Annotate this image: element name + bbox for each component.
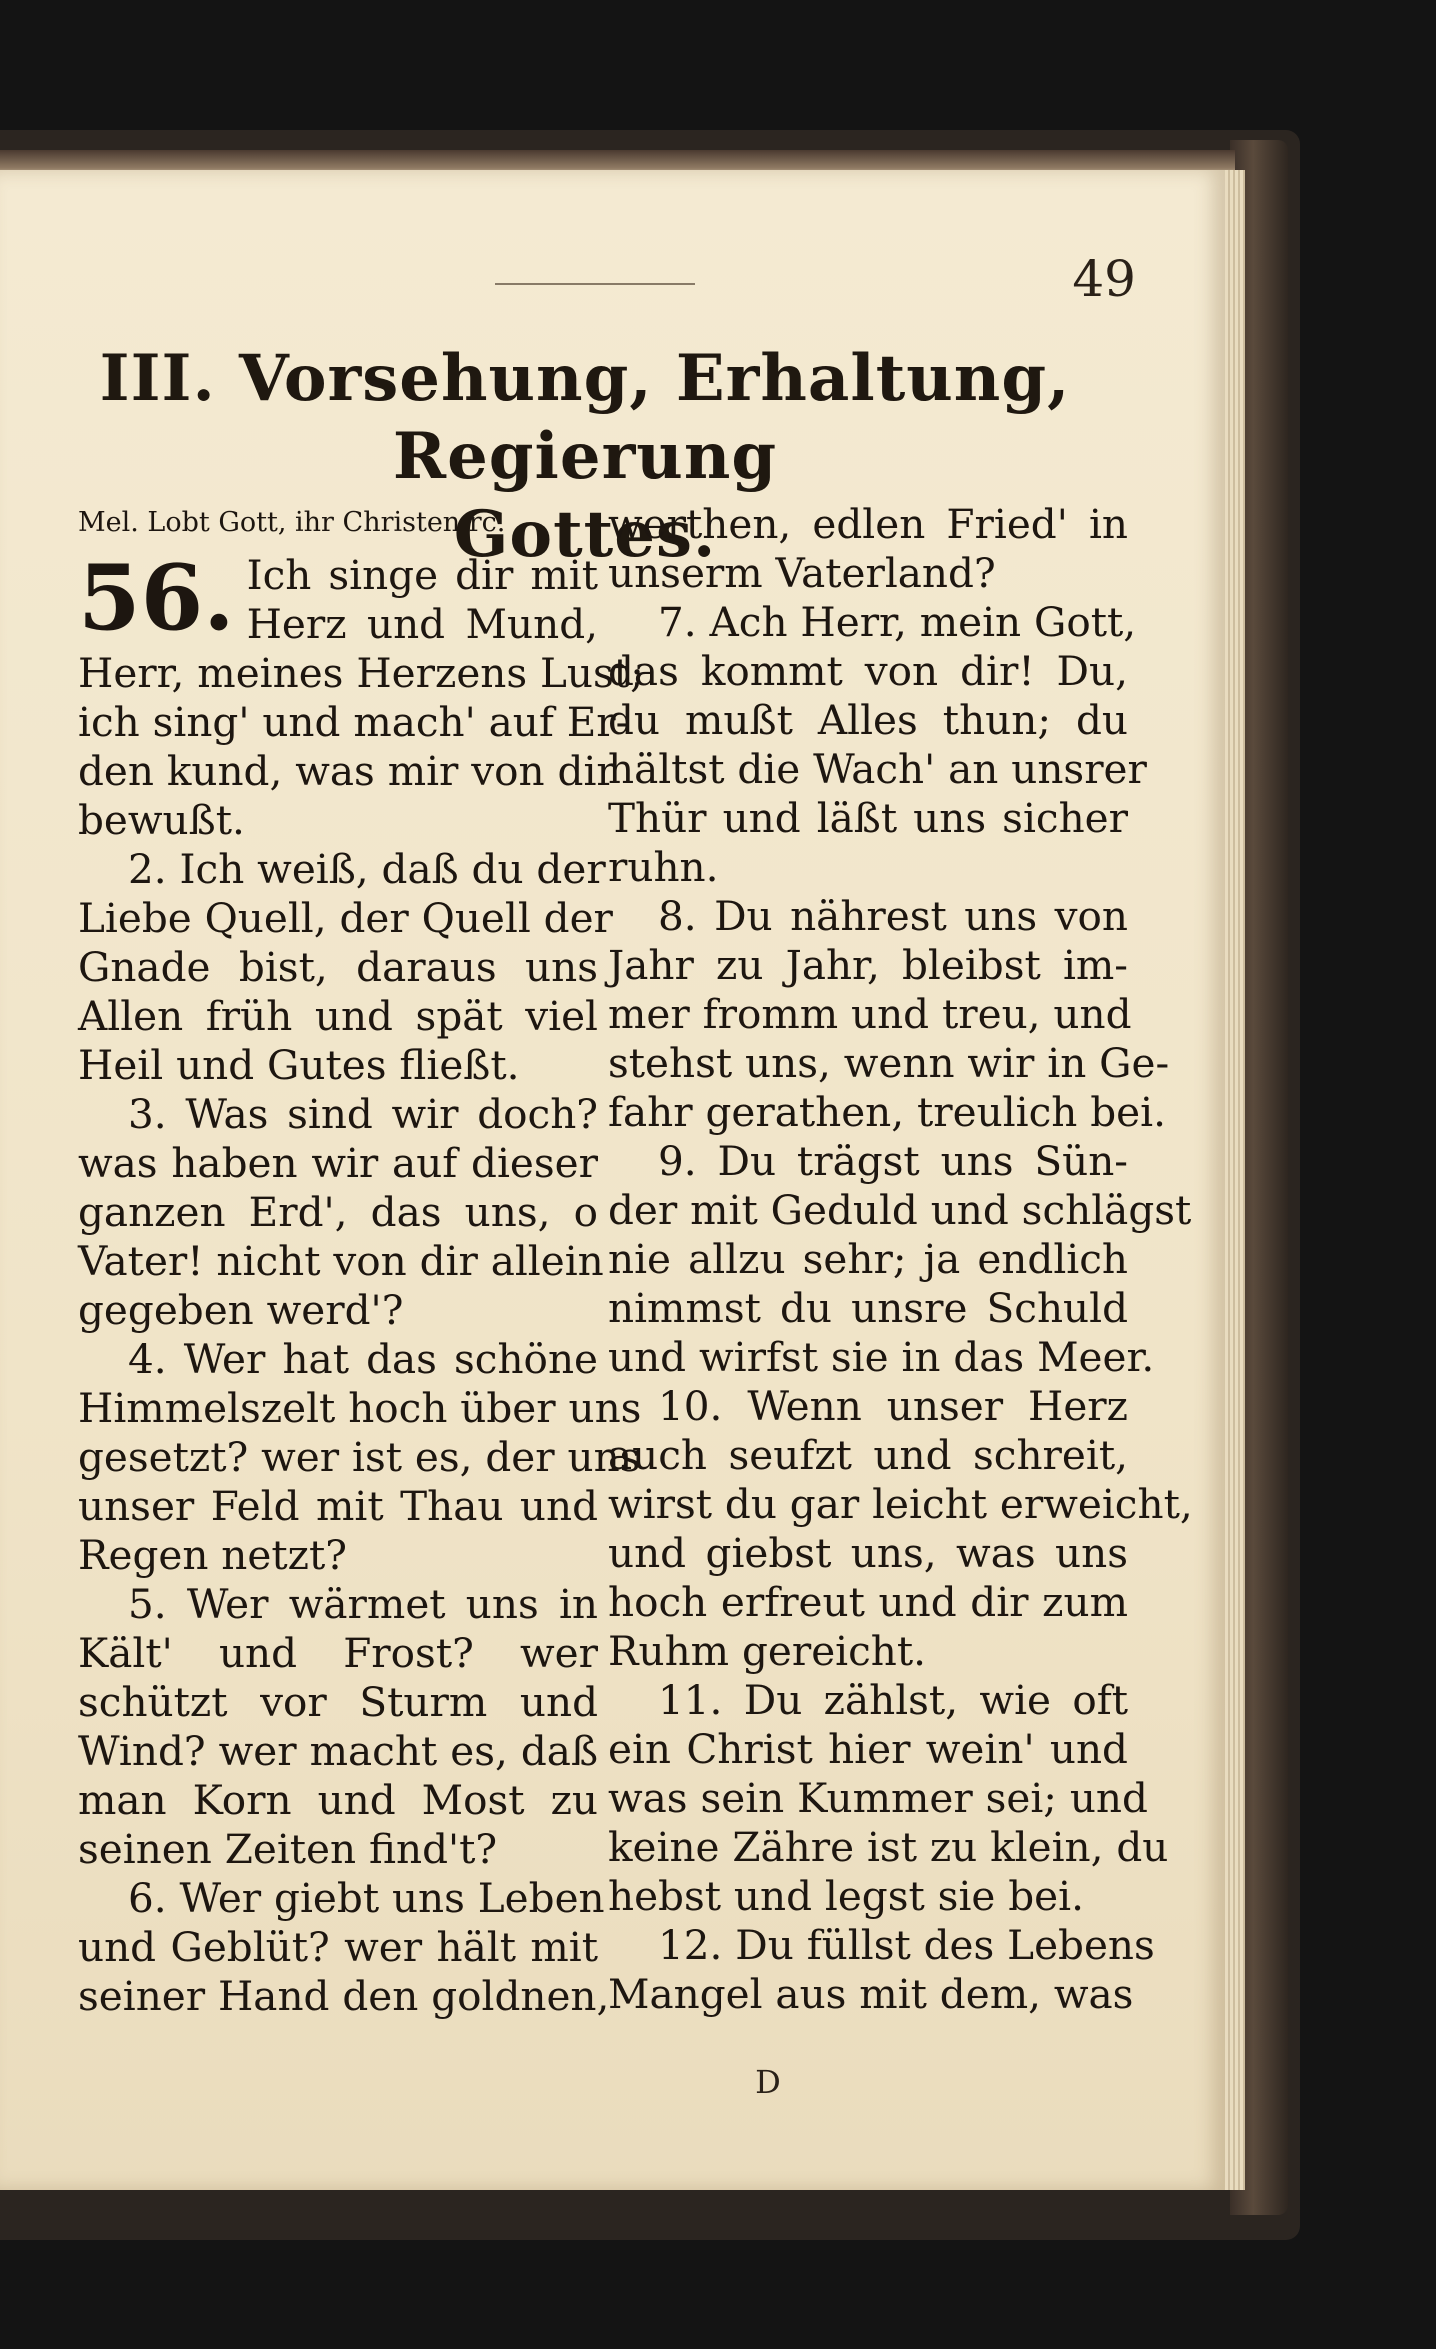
text-line: und wirfst sie in das Meer. (608, 1333, 1155, 1381)
text-line: auch seufzt und schreit, (608, 1431, 1128, 1479)
text-line: Heil und Gutes fließt. (78, 1041, 520, 1089)
verse-start-line: 11. Du zählst, wie oft (658, 1676, 1128, 1724)
text-line: Vater! nicht von dir allein (78, 1237, 604, 1285)
verse-start-line: 9. Du trägst uns Sün- (658, 1137, 1128, 1185)
text-line: was sein Kummer sei; und (608, 1774, 1148, 1822)
text-line: nie allzu sehr; ja endlich (608, 1235, 1128, 1283)
text-line: Herz und Mund, (246, 600, 598, 648)
text-line: seiner Hand den goldnen, (78, 1972, 610, 2020)
printer-signature: D (755, 2063, 781, 2101)
text-line: Allen früh und spät viel (78, 992, 598, 1040)
text-line: Regen netzt? (78, 1531, 347, 1579)
text-line: nimmst du unsre Schuld (608, 1284, 1128, 1332)
text-line: Mangel aus mit dem, was (608, 1970, 1134, 2018)
text-line: werthen, edlen Fried' in (608, 500, 1128, 548)
text-line: der mit Geduld und schlägst (608, 1186, 1192, 1234)
verse-start-line: 8. Du nährest uns von (658, 892, 1128, 940)
text-line: Jahr zu Jahr, bleibst im- (608, 941, 1128, 989)
text-line: und Geblüt? wer hält mit (78, 1923, 598, 1971)
text-line: keine Zähre ist zu klein, du (608, 1823, 1169, 1871)
left-column (78, 500, 644, 2021)
text-line: fahr gerathen, treulich bei. (608, 1088, 1166, 1136)
text-line: ganzen Erd', das uns, o (78, 1188, 598, 1236)
verse-start-line: 3. Was sind wir doch? (128, 1090, 598, 1138)
section-title-line-1: III. Vorsehung, Erhaltung, Regierung (99, 341, 1071, 494)
verse-start-line: 6. Wer giebt uns Leben (128, 1874, 605, 1922)
text-line: das kommt von dir! Du, (608, 647, 1128, 695)
text-line: Ruhm gereicht. (608, 1627, 927, 1675)
text-line: Kält' und Frost? wer (78, 1629, 598, 1677)
verse-start-line: 5. Wer wärmet uns in (128, 1580, 598, 1628)
verse-start-line: 4. Wer hat das schöne (128, 1335, 598, 1383)
text-line: den kund, was mir von dir (78, 747, 616, 795)
text-line: bewußt. (78, 796, 245, 844)
text-line: gegeben werd'? (78, 1286, 404, 1334)
text-line: seinen Zeiten find't? (78, 1825, 498, 1873)
text-line: stehst uns, wenn wir in Ge- (608, 1039, 1170, 1087)
verse-start-line: 2. Ich weiß, daß du der (128, 845, 606, 893)
right-column (608, 500, 1193, 2019)
text-line: Gnade bist, daraus uns (78, 943, 598, 991)
text-line: hebst und legst sie bei. (608, 1872, 1084, 1920)
text-line: mer fromm und treu, und (608, 990, 1132, 1038)
text-line: Wind? wer macht es, daß (78, 1727, 598, 1775)
text-line: unser Feld mit Thau und (78, 1482, 598, 1530)
text-line: Ich singe dir mit (246, 551, 598, 599)
verse-start-line: 7. Ach Herr, mein Gott, (658, 598, 1137, 646)
text-line: gesetzt? wer ist es, der uns (78, 1433, 641, 1481)
text-line: wirst du gar leicht erweicht, (608, 1480, 1193, 1528)
verse-start-line: 12. Du füllst des Lebens (658, 1921, 1155, 1969)
text-line: Himmelszelt hoch über uns (78, 1384, 642, 1432)
text-line: unserm Vaterland? (608, 549, 996, 597)
verse-start-line: 10. Wenn unser Herz (658, 1382, 1128, 1430)
page-number: 49 (1072, 250, 1136, 308)
text-line: hältst die Wach' an unsrer (608, 745, 1147, 793)
text-line: Thür und läßt uns sicher (608, 794, 1128, 842)
text-line: du mußt Alles thun; du (608, 696, 1128, 744)
text-line: Herr, meines Herzens Lust; (78, 649, 644, 697)
text-line: ein Christ hier wein' und (608, 1725, 1128, 1773)
text-line: man Korn und Most zu (78, 1776, 598, 1824)
section-title-line-2: Gottes. (453, 497, 717, 572)
text-line: ich sing' und mach' auf Er- (78, 698, 630, 746)
text-line: und giebst uns, was uns (608, 1529, 1128, 1577)
text-line: Liebe Quell, der Quell der (78, 894, 613, 942)
melody-line: Mel. Lobt Gott, ihr Christen rc. (78, 507, 506, 538)
text-line: ruhn. (608, 843, 719, 891)
text-line: schützt vor Sturm und (78, 1678, 598, 1726)
hymn-number: 56. (78, 545, 235, 651)
header-rule (495, 283, 695, 285)
text-line: hoch erfreut und dir zum (608, 1578, 1128, 1626)
text-line: was haben wir auf dieser (78, 1139, 598, 1187)
